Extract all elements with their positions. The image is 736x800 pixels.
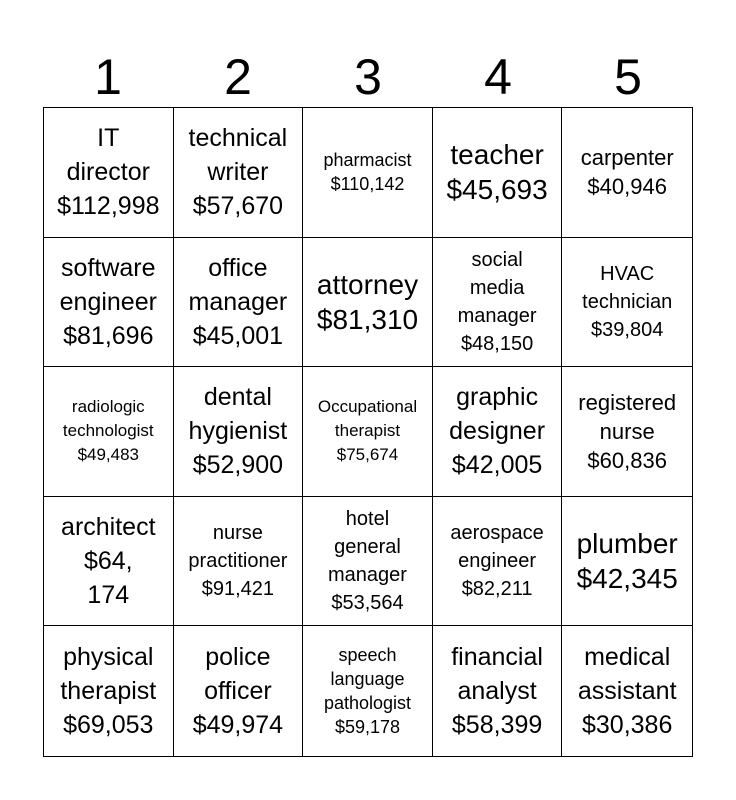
cell-text: HVAC technician $39,804 (582, 262, 673, 341)
cell-text: speech language pathologist $59,178 (323, 645, 412, 738)
bingo-cell[interactable] (433, 497, 563, 627)
cell-text: pharmacist $110,142 (323, 150, 412, 195)
cell-text: attorney $81,310 (316, 268, 419, 335)
cell-text: financial analyst $58,399 (451, 643, 543, 740)
column-header-2: 2 (224, 49, 252, 105)
bingo-cell[interactable] (433, 108, 563, 238)
bingo-cell[interactable] (44, 367, 174, 497)
bingo-cell[interactable] (44, 108, 174, 238)
bingo-cell[interactable] (562, 497, 692, 627)
bingo-cell[interactable] (562, 626, 692, 756)
cell-text: carpenter $40,946 (580, 145, 674, 200)
column-header-3: 3 (354, 49, 382, 105)
cell-text: technical writer $57,670 (188, 124, 288, 221)
bingo-cell[interactable] (433, 367, 563, 497)
cell-text: teacher $45,693 (446, 139, 548, 206)
column-header-5: 5 (614, 49, 642, 105)
bingo-cell[interactable] (174, 238, 304, 368)
bingo-cell[interactable] (174, 626, 304, 756)
bingo-cell[interactable] (303, 367, 433, 497)
bingo-cell[interactable] (44, 497, 174, 627)
cell-text: architect $64, 174 (61, 513, 156, 610)
bingo-cell[interactable] (562, 367, 692, 497)
bingo-cell[interactable] (303, 108, 433, 238)
bingo-cell[interactable] (433, 626, 563, 756)
bingo-cell[interactable] (303, 626, 433, 756)
bingo-cell[interactable] (174, 108, 304, 238)
cell-text: physical therapist $69,053 (60, 643, 157, 740)
bingo-cell[interactable] (562, 108, 692, 238)
bingo-board (43, 107, 693, 757)
cell-text: registered nurse $60,836 (578, 389, 677, 473)
cell-text: nurse practitioner $91,421 (188, 522, 288, 601)
bingo-cell[interactable] (303, 497, 433, 627)
cell-text: radiologic technologist $49,483 (62, 397, 154, 465)
cell-text: police officer $49,974 (192, 643, 284, 740)
cell-text: dental hygienist $52,900 (188, 383, 288, 480)
bingo-cell[interactable] (433, 238, 563, 368)
cell-text: IT director $112,998 (57, 124, 160, 221)
bingo-cell[interactable] (174, 497, 304, 627)
cell-text: Occupational therapist $75,674 (317, 397, 418, 465)
cell-text: aerospace engineer $82,211 (450, 522, 544, 601)
cell-text: medical assistant $30,386 (577, 643, 677, 740)
column-header-row (43, 48, 693, 106)
column-header-4: 4 (484, 49, 512, 105)
bingo-cell[interactable] (303, 238, 433, 368)
column-header-1: 1 (94, 49, 122, 105)
cell-text: hotel general manager $53,564 (328, 508, 407, 615)
bingo-cell[interactable] (44, 238, 174, 368)
bingo-cell[interactable] (174, 367, 304, 497)
cell-text: social media manager $48,150 (457, 248, 537, 355)
cell-text: office manager $45,001 (188, 253, 288, 350)
bingo-cell[interactable] (562, 238, 692, 368)
cell-text: plumber $42,345 (576, 528, 678, 595)
bingo-cell[interactable] (44, 626, 174, 756)
cell-text: graphic designer $42,005 (449, 383, 546, 480)
cell-text: software engineer $81,696 (59, 253, 157, 350)
